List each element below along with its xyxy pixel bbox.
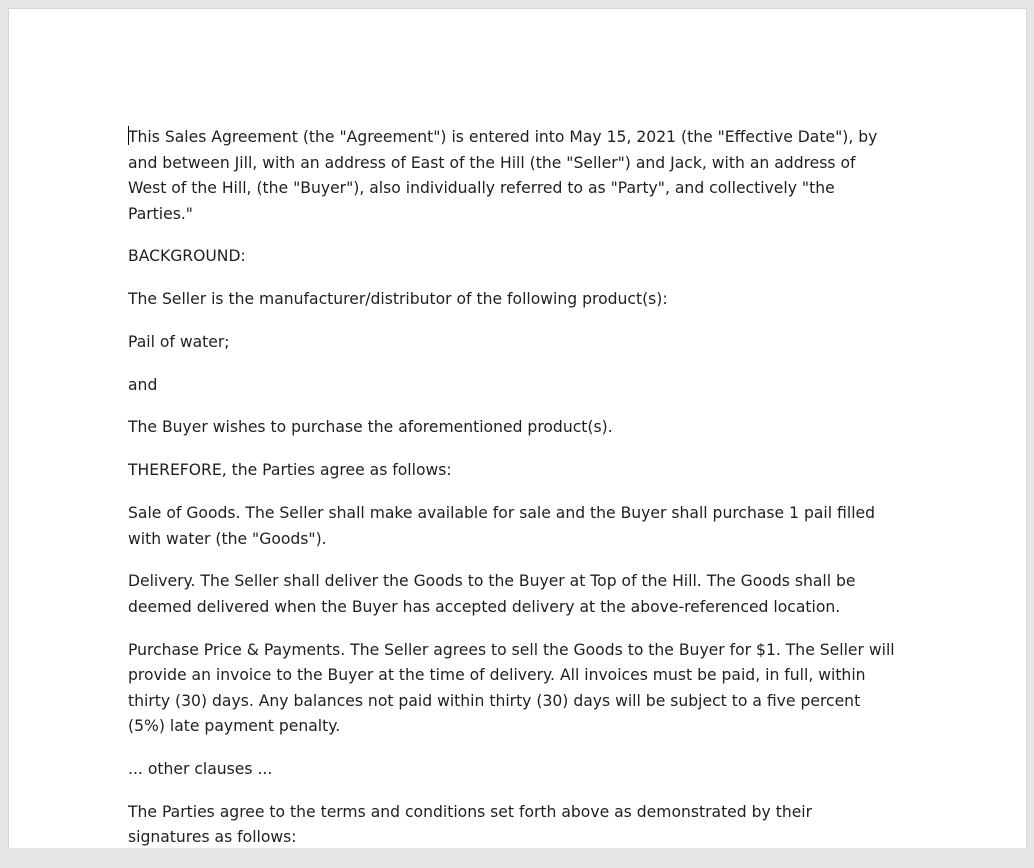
document-body[interactable] xyxy=(128,125,898,868)
paragraph-purchase-price[interactable]: Purchase Price & Payments. The Seller agrees to sell the Goods to the Buyer for $1. The Seller will provide an invoice to the Buyer at the time of delivery. All invoices must be paid, in full, within thirty (30) days. Any balances not paid within thirty (30) days will be subject to a five percent (5%) late payment penalty. xyxy=(128,640,895,736)
paragraph-signatures[interactable]: The Parties agree to the terms and conditions set forth above as demonstrated by their signatures as follows: xyxy=(128,802,813,847)
paragraph-intro-text: This Sales Agreement (the "Agreement") is entered into May 15, 2021 (the "Effective Date"), by and between Jill, with an address of East of the Hill (the "Seller") and Jack, with an address of West of the Hill, (the "Buyer"), also individually referred to as "Party", and collectively "the Parties." xyxy=(128,128,878,223)
paragraph-intro[interactable] xyxy=(128,125,898,227)
paragraph-therefore[interactable]: THEREFORE, the Parties agree as follows: xyxy=(128,461,452,480)
paragraph-sale-of-goods[interactable]: Sale of Goods. The Seller shall make available for sale and the Buyer shall purchase 1 pail filled with water (the "Goods"). xyxy=(128,504,876,548)
paragraph-and[interactable]: and xyxy=(128,375,158,394)
paragraph-delivery[interactable]: Delivery. The Seller shall deliver the Goods to the Buyer at Top of the Hill. The Goods shall be deemed delivered when the Buyer has accepted delivery at the above-referenced location. xyxy=(128,572,856,616)
paragraph-other-clauses[interactable]: ... other clauses ... xyxy=(128,759,273,778)
paragraph-product-item[interactable]: Pail of water; xyxy=(128,332,230,351)
paragraph-buyer-wishes[interactable]: The Buyer wishes to purchase the aforementioned product(s). xyxy=(128,418,613,437)
document-page[interactable] xyxy=(8,8,1027,848)
paragraph-background-heading[interactable]: BACKGROUND: xyxy=(128,247,246,266)
paragraph-seller-products[interactable]: The Seller is the manufacturer/distributor of the following product(s): xyxy=(128,290,668,309)
